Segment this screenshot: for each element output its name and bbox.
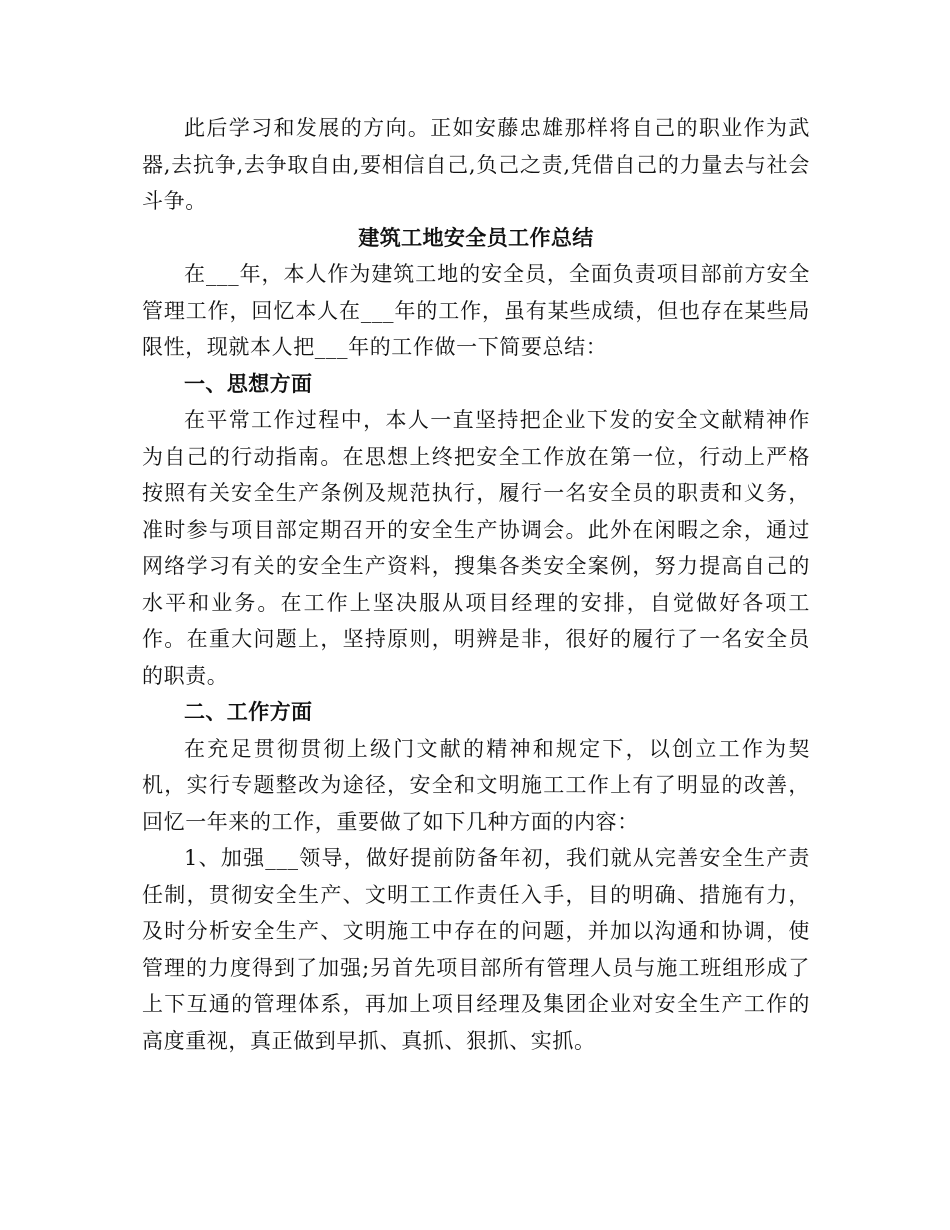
section-2-paragraph: 在充足贯彻贯彻上级门文献的精神和规定下，以创立工作为契机，实行专题整改为途径，安全和文明施工工作上有了明显的改善，回忆一年来的工作，重要做了如下几种方面的内容： — [142, 736, 810, 834]
intro-paragraph: 此后学习和发展的方向。正如安藤忠雄那样将自己的职业作为武器,去抗争,去争取自由,要相信自己,负己之责,凭借自己的力量去与社会斗争。 — [142, 116, 810, 213]
section-2-heading: 二、工作方面 — [184, 699, 313, 724]
section-1-paragraph: 在平常工作过程中，本人一直坚持把企业下发的安全文献精神作为自己的行动指南。在思想上终把安全工作放在第一位，行动上严格按照有关安全生产条例及规范执行，履行一名安全员的职责和义务，准时参与项目部定期召开的安全生产协调会。此外在闲暇之余，通过网络学习有关的安全生产资料，搜集各类安全案例，努力提高自己的水平和业务。在工作上坚决服从项目经理的安排，自觉做好各项工作。在重大问题上，坚持原则，明辨是非，很好的履行了一名安全员的职责。 — [142, 408, 810, 688]
document-body — [142, 110, 810, 1059]
section-1-heading: 一、思想方面 — [184, 370, 313, 396]
item-1-paragraph: 1、加强___领导，做好提前防备年初，我们就从完善安全生产责任制，贯彻安全生产、文明工工作责任入手，目的明确、措施有力，及时分析安全生产、文明施工中存在的问题，并加以沟通和协调，使管理的力度得到了加强;另首先项目部所有管理人员与施工班组形成了上下互通的管理体系，再加上项目经理及集团企业对安全生产工作的高度重视，真正做到早抓、真抓、狠抓、实抓。 — [142, 846, 810, 1053]
document-title: 建筑工地安全员工作总结 — [358, 224, 594, 250]
opening-paragraph: 在___年，本人作为建筑工地的安全员，全面负责项目部前方安全管理工作，回忆本人在___年的工作，虽有某些成绩，但也存在某些局限性，现就本人把___年的工作做一下简要总结： — [142, 262, 810, 359]
